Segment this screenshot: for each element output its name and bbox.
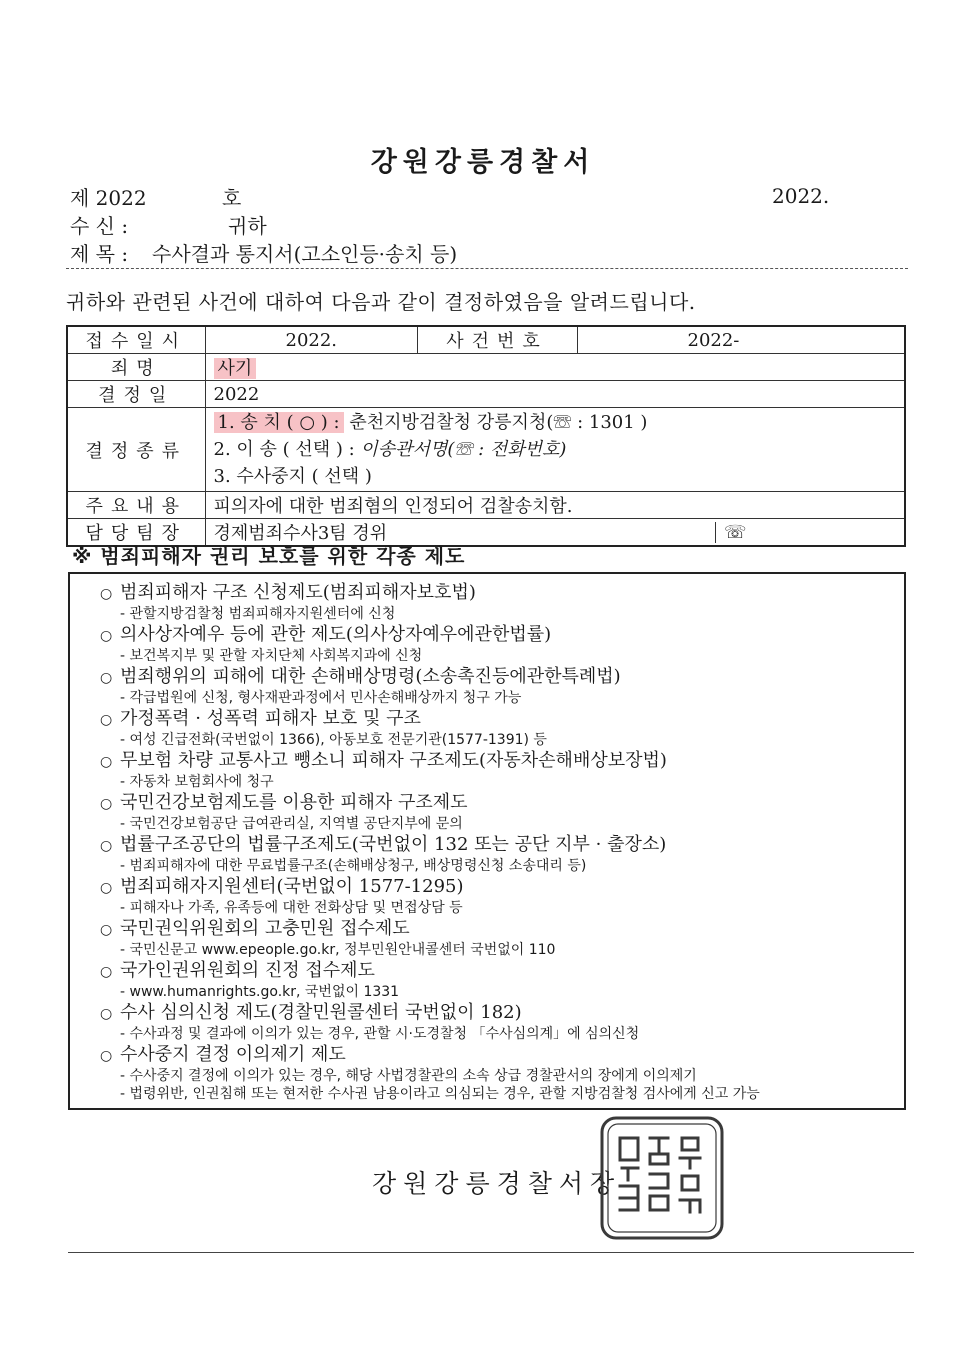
decision-date-label: 결정일 <box>67 381 205 408</box>
program-title-text: 범죄행위의 피해에 대한 손해배상명령(소송촉진등에관한특례법) <box>120 666 621 687</box>
circle-bullet-icon: ○ <box>100 754 113 770</box>
team-phone-cell <box>577 519 905 547</box>
case-number: 2022- <box>577 326 905 354</box>
bottom-divider <box>68 1252 914 1253</box>
programs-list <box>100 582 890 1104</box>
phone-icon: ☏ <box>715 522 747 543</box>
signature: 강원강릉경찰서장 <box>372 1169 622 1198</box>
circle-bullet-icon: ○ <box>100 670 113 686</box>
program-title <box>100 876 890 899</box>
circle-bullet-icon: ○ <box>100 880 113 896</box>
program-detail: - 각급법원에 신청, 형사재판과정에서 민사손해배상까지 청구 가능 <box>120 690 522 706</box>
program-title <box>100 918 890 941</box>
case-number-label: 사건번호 <box>417 326 577 354</box>
program-detail: - 관할지방검찰청 범죄피해자지원센터에 신청 <box>120 606 396 622</box>
circle-bullet-icon: ○ <box>100 838 113 854</box>
program-title <box>100 666 890 689</box>
decision-line-main: 1. 송 치 ( ○ ) : <box>214 412 344 433</box>
team: 경제범죄수사3팀 경위 <box>205 519 577 547</box>
program-title-text: 가정폭력 · 성폭력 피해자 보호 및 구조 <box>120 708 421 729</box>
decision-line-main: 3. 수사중지 ( 선택 ) <box>213 466 372 487</box>
program-detail: - 여성 긴급전화(국번없이 1366), 아동보호 전문기관(1577-1391) 등 <box>120 732 547 748</box>
program-detail: - www.humanrights.go.kr, 국번없이 1331 <box>120 984 400 1000</box>
circle-bullet-icon: ○ <box>100 964 113 980</box>
document-title: 강원강릉경찰서 <box>370 147 596 178</box>
doc-date: 2022. <box>772 184 830 208</box>
circle-bullet-icon: ○ <box>100 796 113 812</box>
program-title-text: 국민건강보험제도를 이용한 피해자 구조제도 <box>120 792 468 813</box>
program-title <box>100 1002 890 1025</box>
program-title <box>100 708 890 731</box>
list-item <box>100 834 890 875</box>
circle-bullet-icon: ○ <box>100 1048 113 1064</box>
program-detail: - 보건복지부 및 관할 자치단체 사회복지과에 신청 <box>120 648 423 664</box>
program-detail: - 범죄피해자에 대한 무료법률구조(손해배상청구, 배상명령신청 소송대리 등) <box>120 858 587 874</box>
doc-number-suffix: 호 <box>222 186 242 210</box>
receipt-date-label: 접수일시 <box>67 326 205 354</box>
list-item <box>100 1002 890 1043</box>
summary-label: 주요내용 <box>67 492 205 519</box>
program-title <box>100 582 890 605</box>
recipient: 귀하 <box>228 214 267 238</box>
circle-bullet-icon: ○ <box>100 628 113 644</box>
program-detail: - 수사과정 및 결과에 이의가 있는 경우, 관할 시·도경찰청 「수사심의계」에 심의신청 <box>120 1026 640 1042</box>
program-title <box>100 960 890 983</box>
list-item <box>100 918 890 959</box>
receipt-date: 2022. <box>205 326 417 354</box>
program-detail: - 국민신문고 www.epeople.go.kr, 정부민원안내콜센터 국번없이 110 <box>120 942 556 958</box>
program-detail: - 자동차 보험회사에 청구 <box>120 774 274 790</box>
program-detail: - 수사중지 결정에 이의가 있는 경우, 해당 사법경찰관의 소속 상급 경찰관서의 장에게 이의제기 <box>120 1068 697 1084</box>
program-title-text: 수사중지 결정 이의제기 제도 <box>120 1044 346 1065</box>
decision-line-transfer-agency <box>214 436 897 463</box>
table-row <box>67 408 905 492</box>
program-title <box>100 1044 890 1067</box>
table-row <box>67 492 905 519</box>
crime: 사기 <box>214 358 257 379</box>
crime-label: 죄명 <box>67 354 205 381</box>
program-detail: - 국민건강보험공단 급여관리실, 지역별 공단지부에 문의 <box>120 816 463 832</box>
program-title-text: 국민권익위원회의 고충민원 접수제도 <box>120 918 410 939</box>
program-title-text: 수사 심의신청 제도(경찰민원콜센터 국번없이 182) <box>120 1002 522 1023</box>
circle-bullet-icon: ○ <box>100 922 113 938</box>
list-item <box>100 708 890 749</box>
header-divider <box>66 268 908 269</box>
decision-type-label: 결정종류 <box>67 408 205 492</box>
program-title <box>100 792 890 815</box>
crime-cell <box>205 354 905 381</box>
decision-date: 2022 <box>205 381 905 408</box>
list-item <box>100 960 890 1001</box>
program-title <box>100 750 890 773</box>
official-seal-icon <box>598 1114 726 1242</box>
program-title-text: 의사상자예우 등에 관한 제도(의사상자예우에관한법률) <box>120 624 552 645</box>
list-item <box>100 792 890 833</box>
program-title <box>100 834 890 857</box>
list-item <box>100 624 890 665</box>
program-title-text: 범죄피해자지원센터(국번없이 1577-1295) <box>120 876 464 897</box>
team-label: 담당팀장 <box>67 519 205 547</box>
decision-line-detail: 이송관서명(☏ : 전화번호) <box>360 439 567 460</box>
circle-bullet-icon: ○ <box>100 586 113 602</box>
decision-line-detail: 춘천지방검찰청 강릉지청(☏ : 1301 ) <box>349 412 648 433</box>
list-item <box>100 666 890 707</box>
table-row <box>67 381 905 408</box>
list-item <box>100 876 890 917</box>
intro-text: 귀하와 관련된 사건에 대하여 다음과 같이 결정하였음을 알려드립니다. <box>66 290 696 314</box>
program-title-text: 국가인권위원회의 진정 접수제도 <box>120 960 375 981</box>
subject-label: 제 목 : <box>70 242 129 266</box>
program-title-text: 범죄피해자 구조 신청제도(범죄피해자보호법) <box>120 582 476 603</box>
list-item <box>100 582 890 623</box>
table-row <box>67 326 905 354</box>
circle-bullet-icon: ○ <box>100 1006 113 1022</box>
recipient-label: 수 신 : <box>70 214 129 238</box>
doc-number-label: 제 2022 <box>70 186 147 210</box>
program-title <box>100 624 890 647</box>
list-item <box>100 1044 890 1103</box>
decision-line-main: 2. 이 송 ( 선택 ) : <box>213 439 355 460</box>
subject: 수사결과 통지서(고소인등·송치 등) <box>152 242 458 266</box>
case-info-table <box>66 325 906 547</box>
section-title: ※ 범죄피해자 권리 보호를 위한 각종 제도 <box>72 544 466 568</box>
decision-line-suspension <box>214 463 897 490</box>
program-detail: - 법령위반, 인권침해 또는 현저한 수사권 남용이라고 의심되는 경우, 관할 지방검찰청 검사에게 신고 가능 <box>120 1086 760 1102</box>
table-row <box>67 354 905 381</box>
circle-bullet-icon: ○ <box>100 712 113 728</box>
program-title-text: 법률구조공단의 법률구조제도(국번없이 132 또는 공단 지부 · 출장소) <box>120 834 667 855</box>
summary: 피의자에 대한 범죄혐의 인정되어 검찰송치함. <box>205 492 905 519</box>
program-detail: - 피해자나 가족, 유족등에 대한 전화상담 및 면접상담 등 <box>120 900 463 916</box>
list-item <box>100 750 890 791</box>
program-title-text: 무보험 차량 교통사고 뺑소니 피해자 구조제도(자동차손해배상보장법) <box>120 750 667 771</box>
decision-type-cell <box>205 408 905 492</box>
decision-line-transfer-prosecution <box>214 409 897 436</box>
